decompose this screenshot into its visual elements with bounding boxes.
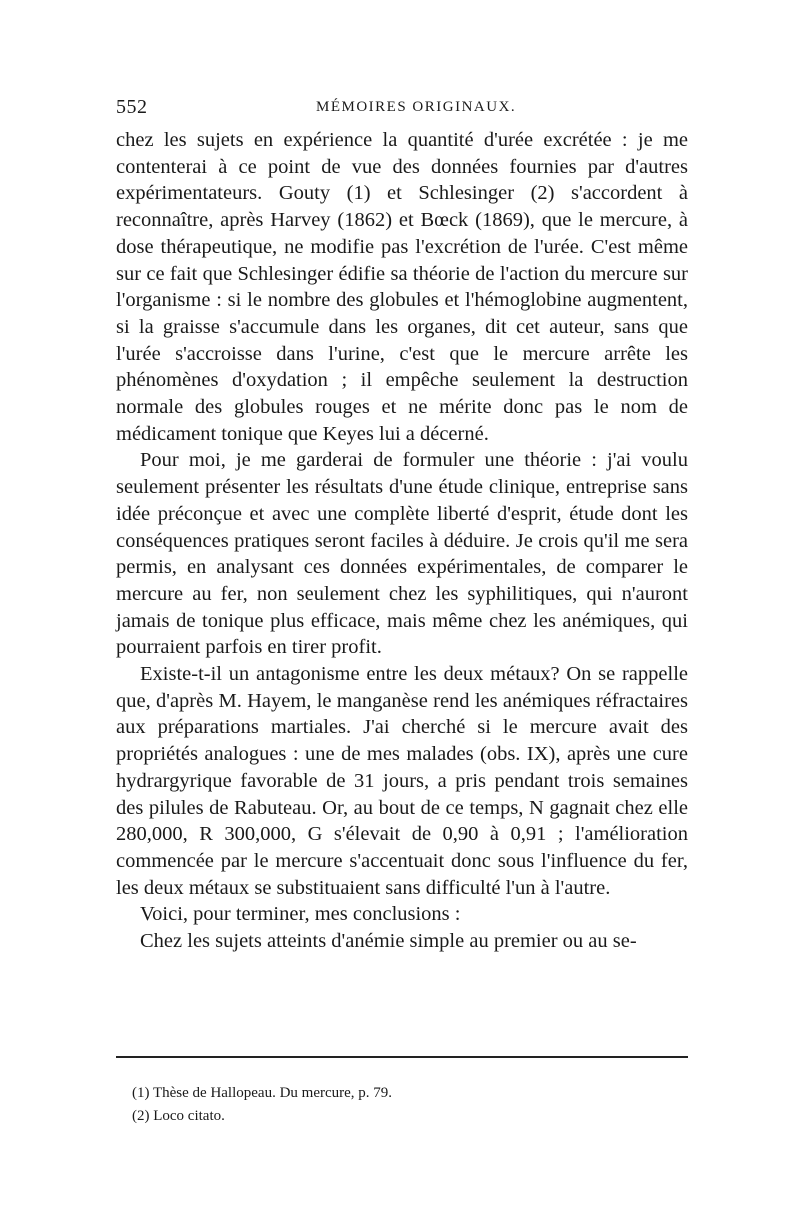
page-number: 552	[116, 96, 148, 118]
footnotes	[132, 1082, 688, 1128]
running-title: MÉMOIRES ORIGINAUX.	[316, 99, 517, 115]
paragraph: Voici, pour terminer, mes conclusions :	[140, 903, 461, 926]
footnote: (2) Loco citato.	[132, 1108, 225, 1124]
paragraph: Existe-t-il un antagonisme entre les deux métaux? On se rappelle que, d'après M. Hayem, le manganèse rend les anémiques réfractaires aux préparations martiales. J'ai cherché si le mercure avait des propriétés analogues : une de mes malades (obs. IX), après une cure hydrargyrique favorable de 31 jours, a pris pendant trois semaines des pilules de Rabuteau. Or, au bout de ce temps, N gagnait chez elle 280,000, R 300,000, G s'élevait de 0,90 à 0,91 ; l'amélioration commencée par le mercure s'accentuait donc sous l'influence du fer, les deux métaux se substituaient sans difficulté l'un à l'autre.	[116, 663, 688, 899]
footnote: (1) Thèse de Hallopeau. Du mercure, p. 79.	[132, 1085, 393, 1101]
page-header	[116, 96, 688, 120]
body-text	[116, 127, 688, 955]
paragraph: Pour moi, je me garderai de formuler une théorie : j'ai voulu seulement présenter les résultats d'une étude clinique, entreprise sans idée préconçue et avec une complète liberté d'esprit, étude dont les conséquences pratiques seront faciles à déduire. Je crois qu'il me sera permis, en analysant ces données expérimentales, de comparer le mercure au fer, non seulement chez les syphilitiques, qui n'auront jamais de tonique plus efficace, mais même chez les anémiques, qui pourraient parfois en tirer profit.	[116, 449, 688, 659]
paragraph: Chez les sujets atteints d'anémie simple au premier ou au se-	[140, 930, 637, 953]
footnote-divider	[116, 1056, 688, 1058]
paragraph-continuation: chez les sujets en expérience la quantité d'urée excrétée : je me contenterai à ce point de vue des données fournies par d'autres expérimentateurs. Gouty (1) et Schlesinger (2) s'accordent à reconnaître, après Harvey (1862) et Bœck (1869), que le mercure, à dose thérapeutique, ne modifie pas l'excrétion de l'urée. C'est même sur ce fait que Schlesinger édifie sa théorie de l'action du mercure sur l'organisme : si le nombre des globules et l'hémoglobine augmentent, si la graisse s'accumule dans les organes, dit cet auteur, sans que l'urée s'accroisse dans l'urine, c'est que le mercure arrête les phénomènes d'oxydation ; il empêche seulement la destruction normale des globules rouges et ne mérite donc pas le nom de médicament tonique que Keyes lui a décerné.	[116, 129, 688, 445]
